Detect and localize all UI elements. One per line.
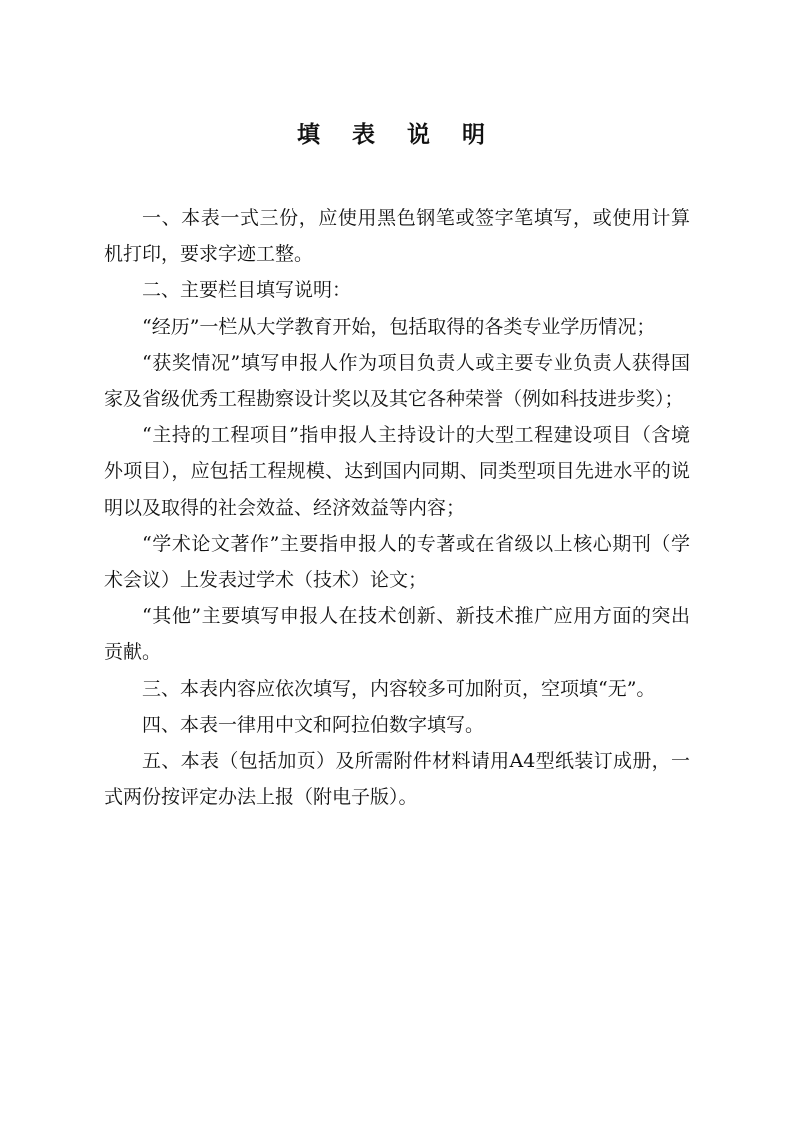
instruction-paragraph-4: “获奖情况”填写申报人作为项目负责人或主要专业负责人获得国家及省级优秀工程勘察设计奖以及其它各种荣誉（例如科技进步奖）； (104, 351, 690, 411)
instruction-paragraph-6: “学术论文著作”主要指申报人的专著或在省级以上核心期刊（学术会议）上发表过学术（技术）论文； (104, 532, 690, 592)
instruction-paragraph-10: 五、本表（包括加页）及所需附件材料请用A4型纸装订成册，一式两份按评定办法上报（附电子版）。 (104, 750, 690, 809)
instruction-paragraph-2: 二、主要栏目填写说明： (142, 279, 352, 302)
instruction-paragraph-5: “主持的工程项目”指申报人主持设计的大型工程建设项目（含境外项目），应包括工程规模、达到国内同期、同类型项目先进水平的说明以及取得的社会效益、经济效益等内容； (104, 424, 690, 519)
instruction-paragraph-7: “其他”主要填写申报人在技术创新、新技术推广应用方面的突出贡献。 (104, 605, 690, 664)
instructions-body (104, 200, 690, 815)
instruction-paragraph-8: 三、本表内容应依次填写，内容较多可加附页，空项填“无”。 (142, 677, 656, 700)
instruction-paragraph-1: 一、本表一式三份，应使用黑色钢笔或签字笔填写，或使用计算机打印，要求字迹工整。 (104, 207, 690, 266)
page-title: 填 表 说 明 (296, 121, 498, 148)
instruction-paragraph-9: 四、本表一律用中文和阿拉伯数字填写。 (142, 713, 485, 736)
instruction-paragraph-3: “经历”一栏从大学教育开始，包括取得的各类专业学历情况； (142, 315, 656, 338)
